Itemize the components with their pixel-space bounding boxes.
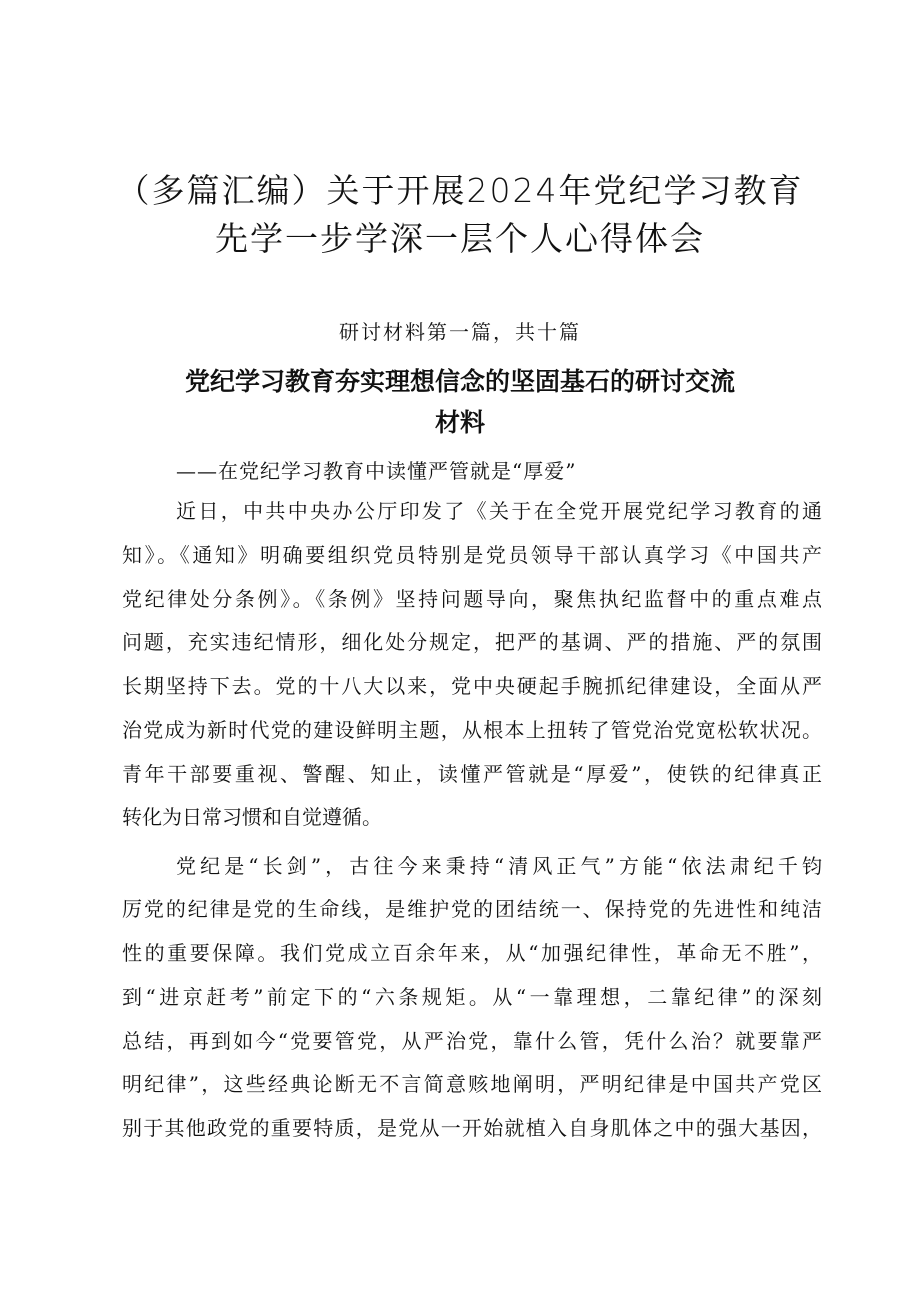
section-label: 研讨材料第一篇，共十篇	[339, 320, 581, 344]
body-line: 党纪是“长剑”，古往今来秉持“清风正气”方能“依法肃纪千钧	[176, 854, 822, 878]
body-line: 别于其他政党的重要特质，是党从一开始就植入自身肌体之中的强大基因，	[122, 1116, 822, 1140]
document-title-line-1: （多篇汇编）关于开展2024年党纪学习教育	[116, 171, 804, 210]
body-line: 党纪律处分条例》。《条例》坚持问题导向，聚焦执纪监督中的重点难点	[122, 587, 822, 611]
body-line: 近日，中共中央办公厅印发了《关于在全党开展党纪学习教育的通	[176, 499, 822, 523]
body-line: 总结，再到如今“党要管党，从严治党，靠什么管，凭什么治？就要靠严	[122, 1029, 822, 1053]
body-line: 到“进京赶考”前定下的“六条规矩。从“一靠理想，二靠纪律”的深刻	[122, 985, 822, 1009]
body-line: 转化为日常习惯和自觉遵循。	[122, 805, 382, 829]
article-heading-line-1: 党纪学习教育夯实理想信念的坚固基石的研讨交流	[184, 367, 735, 396]
body-line: 问题，充实违纪情形，细化处分规定，把严的基调、严的措施、严的氛围	[122, 630, 822, 654]
body-line: 厉党的纪律是党的生命线，是维护党的团结统一、保持党的先进性和纯洁	[122, 897, 822, 921]
article-subheading: ——在党纪学习教育中读懂严管就是“厚爱”	[176, 459, 577, 483]
body-line: 青年干部要重视、警醒、知止，读懂严管就是“厚爱”，使铁的纪律真正	[122, 762, 822, 786]
body-line: 治党成为新时代党的建设鲜明主题，从根本上扭转了管党治党宽松软状况。	[122, 718, 822, 742]
body-line: 性的重要保障。我们党成立百余年来，从“加强纪律性，革命无不胜”，	[122, 941, 822, 965]
document-title-line-2: 先学一步学深一层个人心得体会	[215, 219, 705, 258]
article-heading-line-2: 材料	[434, 408, 485, 437]
body-line: 长期坚持下去。党的十八大以来，党中央硬起手腕抓纪律建设，全面从严	[122, 674, 822, 698]
body-line: 知》。《通知》明确要组织党员特别是党员领导干部认真学习《中国共产	[122, 543, 822, 567]
body-line: 明纪律”，这些经典论断无不言简意赅地阐明，严明纪律是中国共产党区	[122, 1072, 822, 1096]
